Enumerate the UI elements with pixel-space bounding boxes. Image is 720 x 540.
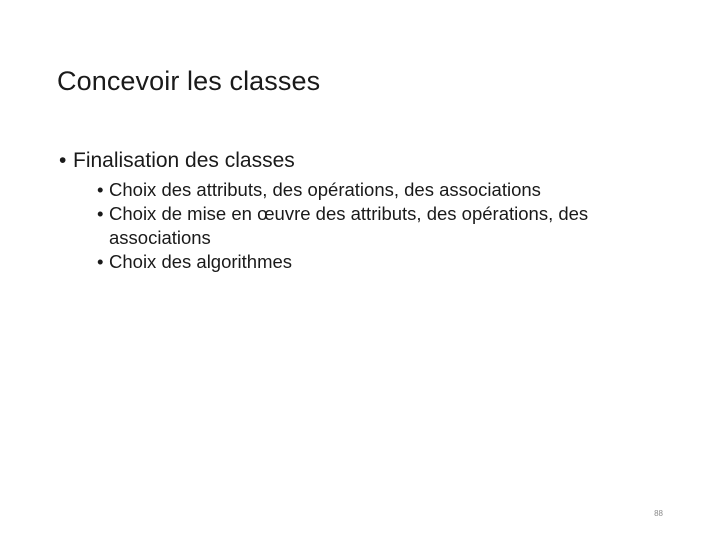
bullet-item-level2 — [97, 178, 669, 202]
bullet-icon: • — [97, 179, 104, 200]
bullet-text: Choix des algorithmes — [109, 251, 293, 272]
page-number: 88 — [654, 509, 663, 518]
bullet-item-level2 — [97, 202, 669, 250]
bullet-text: Finalisation des classes — [73, 149, 295, 172]
bullet-item-level1 — [59, 147, 699, 175]
bullet-icon: • — [97, 251, 104, 272]
bullet-text: Choix des attributs, des opérations, des associations — [109, 179, 541, 200]
slide-content — [59, 147, 699, 274]
bullet-item-level2 — [97, 250, 669, 274]
slide-title: Concevoir les classes — [57, 66, 321, 96]
sub-bullet-list — [59, 178, 699, 274]
bullet-icon: • — [59, 149, 67, 172]
bullet-text: Choix de mise en œuvre des attributs, des opérations, des associations — [109, 203, 589, 248]
bullet-icon: • — [97, 203, 104, 224]
